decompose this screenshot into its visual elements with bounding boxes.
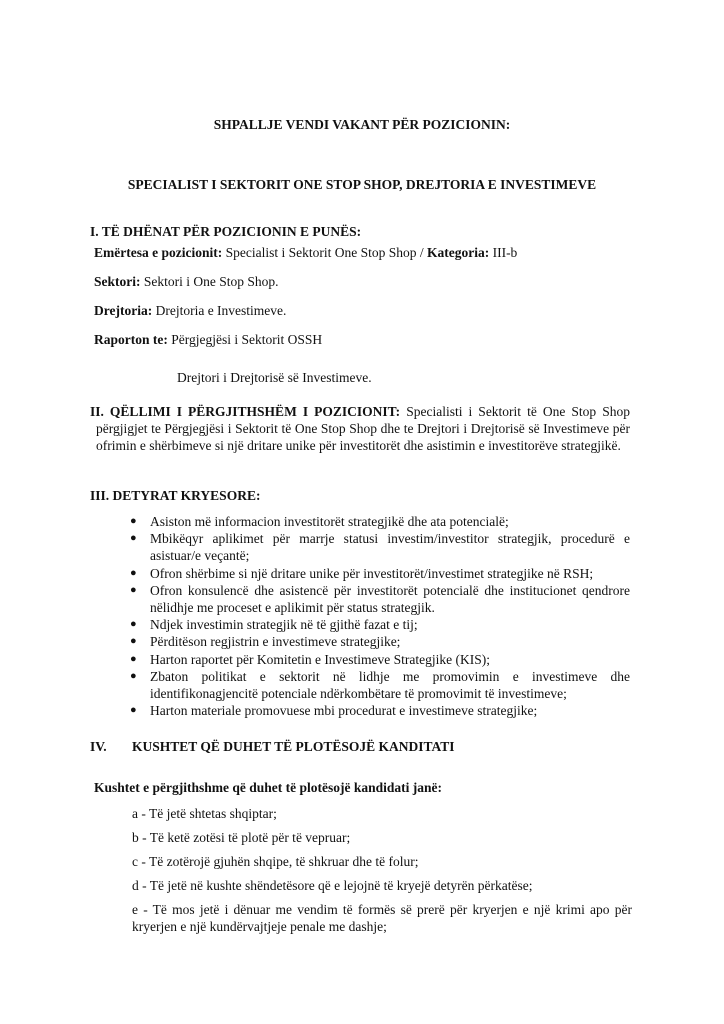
section4-heading: KUSHTET QË DUHET TË PLOTËSOJË KANDITATI xyxy=(132,739,455,754)
duty-text: Mbikëqyr aplikimet për marrje statusi investim/investitor strategjik, procedurë e asistuar/e veçantë; xyxy=(150,531,630,564)
condition-a: a - Të jetë shtetas shqiptar; xyxy=(132,806,277,821)
category-value: III-b xyxy=(489,245,518,260)
condition-c: c - Të zotërojë gjuhën shqipe, të shkruar dhe të folur; xyxy=(132,854,419,869)
position-title: SPECIALIST I SEKTORIT ONE STOP SHOP, DREJTORIA E INVESTIMEVE xyxy=(127,177,597,192)
duty-text: Ofron konsulencë dhe asistencë për investitorët potencialë dhe institucionet qendrore nëlidhje me proceset e aplikimit për status strategjik. xyxy=(150,582,630,616)
position-name-value: Specialist i Sektorit One Stop Shop / xyxy=(222,245,427,260)
bullet-icon: ● xyxy=(130,669,137,682)
duty-text: Asiston më informacion investitorët strategjikë dhe ata potencialë; xyxy=(150,514,509,529)
duty-item xyxy=(130,668,630,702)
bullet-icon: ● xyxy=(130,515,137,527)
duty-item xyxy=(130,513,630,530)
duty-text: Zbaton politikat e sektorit në lidhje me promovimin e investimeve dhe identifikonagjencitë potenciale ndërkombëtare të promovimit të investimeve; xyxy=(150,668,630,702)
duty-item xyxy=(130,582,630,616)
reports-to-line xyxy=(94,332,322,348)
bullet-icon: ● xyxy=(130,618,137,631)
category-label: Kategoria: xyxy=(426,245,490,260)
duty-text: Harton materiale promovuese mbi procedurat e investimeve strategjike; xyxy=(150,703,538,719)
duty-item xyxy=(130,633,630,650)
section4-subheading: Kushtet e përgjithshme që duhet të plotësojë kandidati janë: xyxy=(94,780,442,795)
bullet-icon: ● xyxy=(130,652,137,665)
position-name-label: Emërtesa e pozicionit: xyxy=(94,245,223,260)
section1-heading: I. TË DHËNAT PËR POZICIONIN E PUNËS: xyxy=(90,224,362,239)
duty-text: Harton raportet për Komitetin e Investimeve Strategjike (KIS); xyxy=(150,651,491,667)
reports-to-label: Raporton te: xyxy=(94,332,168,347)
bullet-icon: ● xyxy=(130,532,137,545)
position-name-line xyxy=(94,245,517,261)
directorate-label: Drejtoria: xyxy=(94,303,153,318)
bullet-icon: ● xyxy=(130,583,137,596)
section2-heading: II. QËLLIMI I PËRGJITHSHËM I POZICIONIT: xyxy=(90,404,401,419)
condition-d: d - Të jetë në kushte shëndetësore që e lejojnë të kryejë detyrën përkatëse; xyxy=(132,878,533,893)
bullet-icon: ● xyxy=(130,704,137,717)
duty-text: Përditëson regjistrin e investimeve strategjike; xyxy=(150,634,401,650)
directorate-line xyxy=(94,303,286,319)
duty-item xyxy=(130,651,630,668)
duty-item xyxy=(130,530,630,564)
sector-line xyxy=(94,274,279,290)
duty-text: Ofron shërbime si një dritare unike për investitorët/investimet strategjike në RSH; xyxy=(150,565,594,581)
reports-to-value-2: Drejtori i Drejtorisë së Investimeve. xyxy=(177,370,372,385)
duty-item xyxy=(130,565,630,582)
duties-list xyxy=(130,513,630,719)
document-title: SHPALLJE VENDI VAKANT PËR POZICIONIN: xyxy=(213,117,511,132)
section3-heading: III. DETYRAT KRYESORE: xyxy=(90,488,261,503)
section2-paragraph xyxy=(90,403,630,454)
directorate-value: Drejtoria e Investimeve. xyxy=(152,303,287,318)
duty-item xyxy=(130,616,630,633)
sector-value: Sektori i One Stop Shop. xyxy=(140,274,279,289)
duty-text: Ndjek investimin strategjik në të gjithë fazat e tij; xyxy=(150,617,418,633)
condition-e: e - Të mos jetë i dënuar me vendim të formës së prerë për kryerjen e një krimi apo për kryerjen e një kundërvajtjeje penale me dashje; xyxy=(132,902,632,934)
sector-label: Sektori: xyxy=(94,274,141,289)
section4-number: IV. xyxy=(90,739,107,754)
condition-b: b - Të ketë zotësi të plotë për të vepruar; xyxy=(132,830,351,845)
bullet-icon: ● xyxy=(130,566,137,579)
section2-text: Specialisti i Sektorit të One Stop Shop përgjigjet te Përgjegjësi i Sektorit të One Stop Shop dhe te Drejtori i Drejtorisë së Investimeve për ofrimin e shërbimeve si një dritare unike për investitorët dhe asistimin e investitorëve strategjikë. xyxy=(96,404,630,453)
reports-to-value: Përgjegjësi i Sektorit OSSH xyxy=(167,332,323,347)
duty-item xyxy=(130,702,630,719)
bullet-icon: ● xyxy=(130,635,137,648)
